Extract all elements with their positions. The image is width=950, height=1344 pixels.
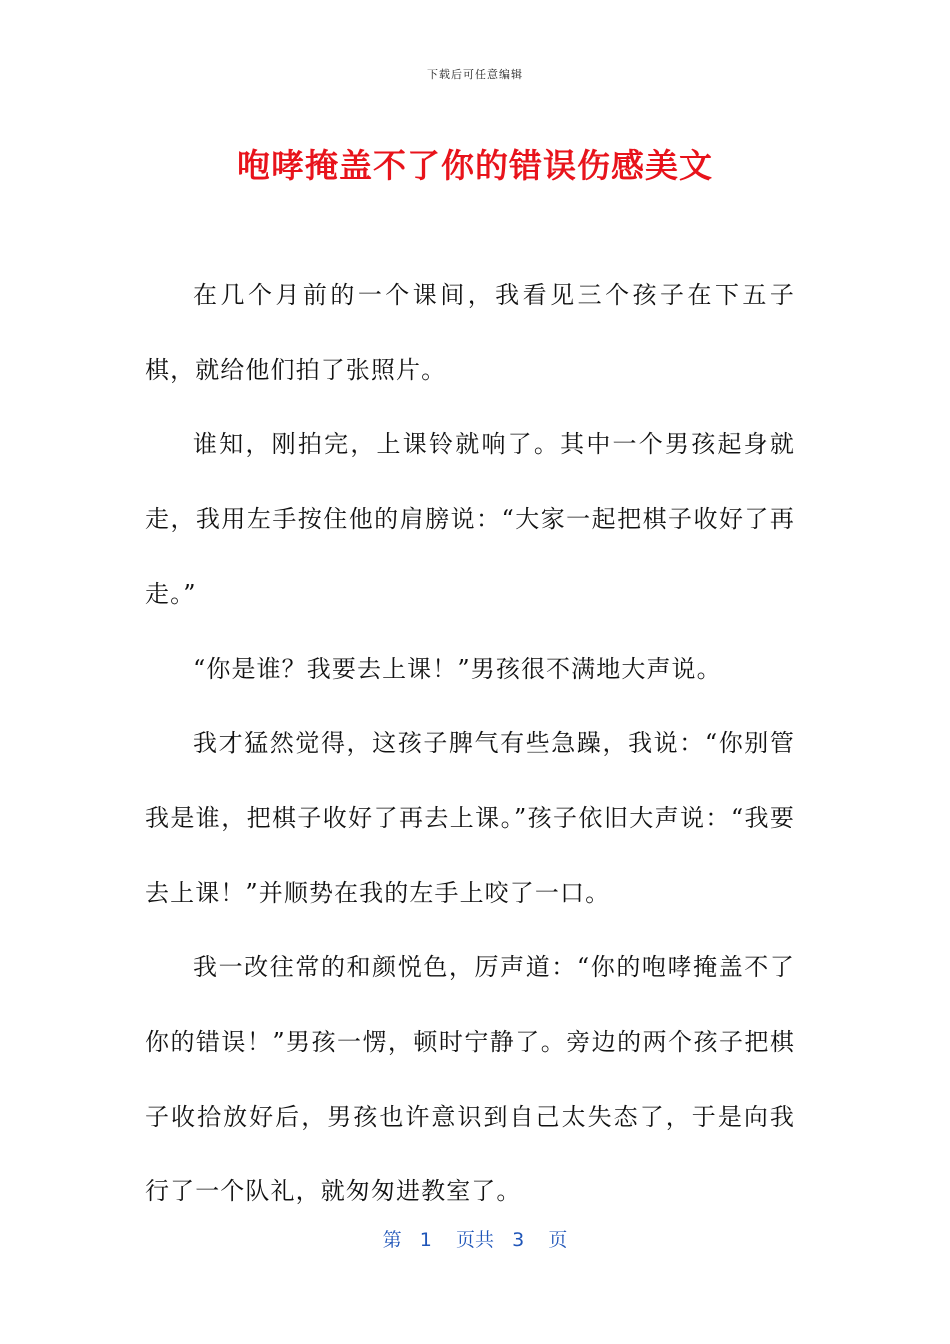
paragraph: 谁知，刚拍完，上课铃就响了。其中一个男孩起身就走，我用左手按住他的肩膀说：“大家一起把棋子收好了再走。” xyxy=(145,430,795,608)
footer-prefix: 第 xyxy=(382,1229,402,1251)
paragraph: 在几个月前的一个课间，我看见三个孩子在下五子棋，就给他们拍了张照片。 xyxy=(145,281,795,384)
paragraph: 我一改往常的和颜悦色，厉声道：“你的咆哮掩盖不了你的错误！”男孩一愣，顿时宁静了。旁边的两个孩子把棋子收拾放好后，男孩也许意识到自己太失态了，于是向我行了一个队礼，就匆匆进教室了。 xyxy=(145,953,795,1206)
paragraph: 我才猛然觉得，这孩子脾气有些急躁，我说：“你别管我是谁，把棋子收好了再去上课。”孩子依旧大声说：“我要去上课！”并顺势在我的左手上咬了一口。 xyxy=(145,729,795,907)
footer-current-page: 1 xyxy=(419,1229,432,1251)
footer-suffix: 页 xyxy=(548,1229,568,1251)
header-note: 下载后可任意编辑 xyxy=(427,68,523,81)
document-title: 咆哮掩盖不了你的错误伤感美文 xyxy=(237,146,713,185)
footer-middle: 页共 xyxy=(455,1229,494,1251)
footer-total-pages: 3 xyxy=(512,1229,525,1251)
paragraph: “你是谁？我要去上课！”男孩很不满地大声说。 xyxy=(193,654,722,683)
document-body xyxy=(145,258,795,1229)
page-footer xyxy=(0,1225,950,1252)
